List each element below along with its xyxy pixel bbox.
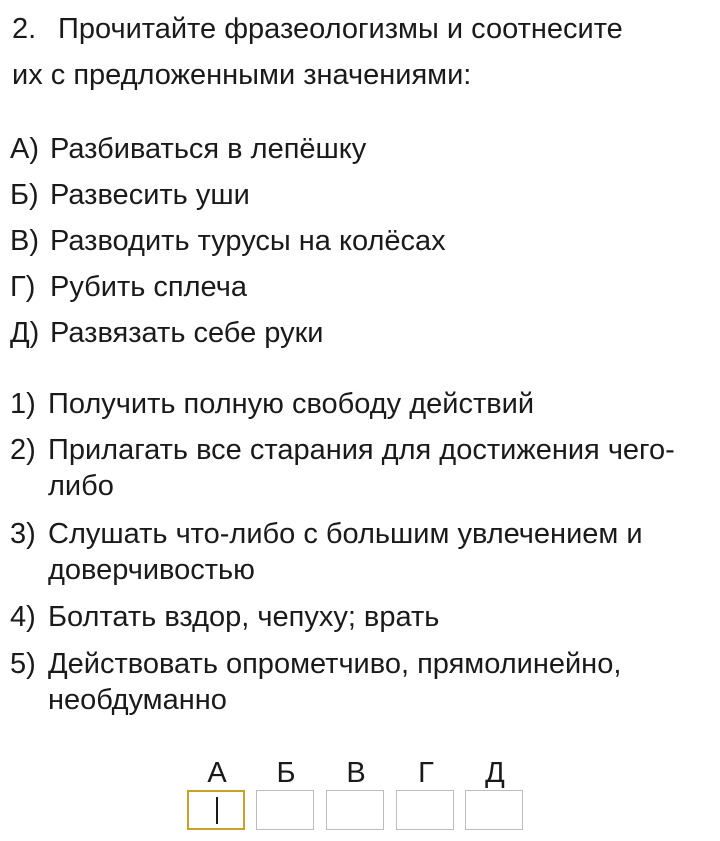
text-caret — [216, 797, 218, 824]
meaning-text: Получить полную свободу действий — [48, 388, 535, 420]
phrase-text: Разбиваться в лепёшку — [50, 133, 367, 165]
answer-cell-a[interactable] — [187, 790, 245, 830]
meaning-text: Прилагать все старания для достижения чего-либо — [48, 434, 675, 502]
meaning-mark: 5) — [10, 648, 36, 680]
meaning-mark: 4) — [10, 601, 36, 633]
phrase-item-v — [10, 223, 446, 259]
meaning-item-4 — [10, 599, 710, 635]
answer-header-g: Г — [418, 757, 434, 789]
task-number: 2. — [12, 13, 37, 45]
phrase-mark: Д) — [10, 317, 40, 349]
meaning-mark: 3) — [10, 518, 36, 550]
answer-header-d: Д — [485, 757, 505, 789]
meaning-text: Болтать вздор, чепуху; врать — [48, 601, 440, 633]
phrase-mark: В) — [10, 225, 39, 257]
task-instruction-part-1: Прочитайте фразеологизмы и соотнесите — [58, 13, 623, 45]
phrase-text: Рубить сплеча — [50, 271, 247, 303]
phrase-mark: Б) — [10, 179, 39, 211]
meaning-item-5 — [10, 646, 710, 718]
answer-cell-v[interactable] — [326, 790, 384, 830]
answer-header-b: Б — [276, 757, 296, 789]
meaning-mark: 2) — [10, 434, 36, 466]
answer-cell-b[interactable] — [256, 790, 314, 830]
phrase-mark: Г) — [10, 271, 36, 303]
task-instruction-part-2: их с предложенными значениями: — [12, 59, 472, 91]
phrase-item-b — [10, 177, 250, 213]
phrase-text: Разводить турусы на колёсах — [50, 225, 446, 257]
task-header-line-1 — [12, 6, 712, 52]
meaning-item-3 — [10, 516, 710, 588]
phrase-item-a — [10, 131, 366, 167]
meaning-text: Действовать опрометчиво, прямолинейно, необдуманно — [48, 648, 622, 716]
answer-cell-g[interactable] — [396, 790, 454, 830]
answer-header-a: А — [207, 757, 227, 789]
phrase-text: Развесить уши — [50, 179, 250, 211]
answer-cell-d[interactable] — [465, 790, 523, 830]
phrase-item-g — [10, 269, 247, 305]
meaning-text: Слушать что-либо с большим увлечением и доверчивостью — [48, 518, 643, 586]
phrase-text: Развязать себе руки — [50, 317, 324, 349]
task-header — [12, 6, 712, 98]
meaning-item-2 — [10, 432, 710, 504]
meaning-mark: 1) — [10, 388, 36, 420]
phrase-item-d — [10, 315, 323, 351]
meaning-item-1 — [10, 386, 710, 422]
phrase-mark: А) — [10, 133, 39, 165]
answer-header-v: В — [346, 757, 366, 789]
